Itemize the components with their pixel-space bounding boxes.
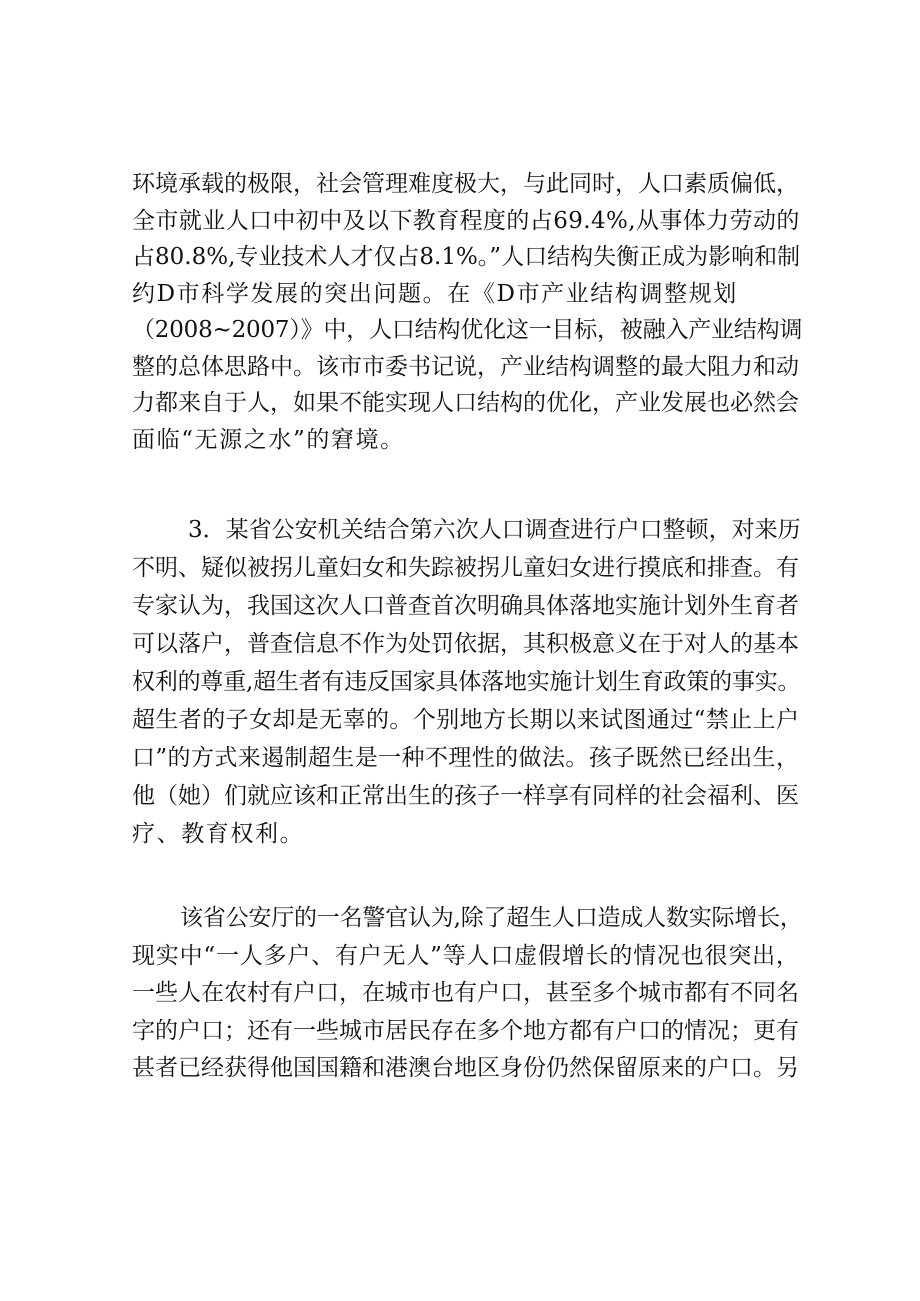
- text-line: 3．某省公安机关结合第六次人口调查进行户口整顿，对来历: [188, 517, 801, 543]
- text-line: 现实中“一人多户、有户无人”等人口虚假增长的情况也很突出，: [132, 942, 800, 969]
- text-line: 全市就业人口中初中及以下教育程度的占69.4%,从事体力劳动的: [132, 207, 800, 234]
- paragraph-item-3: [132, 511, 802, 853]
- text-line: 口”的方式来遏制超生是一种不理性的做法。孩子既然已经出生，: [132, 745, 800, 771]
- text-line: 专家认为，我国这次人口普查首次明确具体落地实施计划外生育者: [132, 593, 799, 619]
- text-line: 甚者已经获得他国国籍和港澳台地区身份仍然保留原来的户口。另: [132, 1055, 799, 1081]
- text-line: 环境承载的极限，社会管理难度极大，与此同时，人口素质偏低，: [132, 171, 799, 197]
- text-line: 占80.8%,专业技术人才仅占8.1%。”人口结构失衡正成为影响和制: [132, 244, 801, 270]
- paragraph-population-structure: [132, 166, 802, 458]
- text-line: 字的户口；还有一些城市居民存在多个地方都有户口的情况；更有: [132, 1017, 799, 1044]
- text-line: 约D市科学发展的突出问题。在《D市产业结构调整规划: [132, 280, 738, 307]
- text-line: 疗、教育权利。: [132, 821, 305, 847]
- text-line: 力都来自于人，如果不能实现人口结构的优化，产业发展也必然会: [132, 390, 799, 416]
- text-line: （2008~2007）》中，人口结构优化这一目标，被融入产业结构调: [132, 317, 803, 343]
- text-line: 该省公安厅的一名警官认为,除了超生人口造成人数实际增长，: [180, 905, 803, 931]
- text-line: 不明、疑似被拐儿童妇女和失踪被拐儿童妇女进行摸底和排查。有: [132, 555, 799, 581]
- text-line: 整的总体思路中。该市市委书记说，产业结构调整的最大阻力和动: [132, 353, 799, 380]
- text-line: 面临“无源之水”的窘境。: [132, 426, 405, 453]
- text-line: 可以落户，普查信息不作为处罚依据，其积极意义在于对人的基本: [132, 631, 799, 657]
- text-line: 他（她）们就应该和正常出生的孩子一样享有同样的社会福利、医: [132, 783, 799, 809]
- text-line: 权利的尊重,超生者有违反国家具体落地实施计划生育政策的事实。: [132, 669, 801, 695]
- text-line: 超生者的子女却是无辜的。个别地方长期以来试图通过“禁止上户: [132, 707, 800, 733]
- text-line: 一些人在农村有户口，在城市也有户口，甚至多个城市都有不同名: [132, 980, 799, 1006]
- paragraph-police-officer: [132, 900, 802, 1088]
